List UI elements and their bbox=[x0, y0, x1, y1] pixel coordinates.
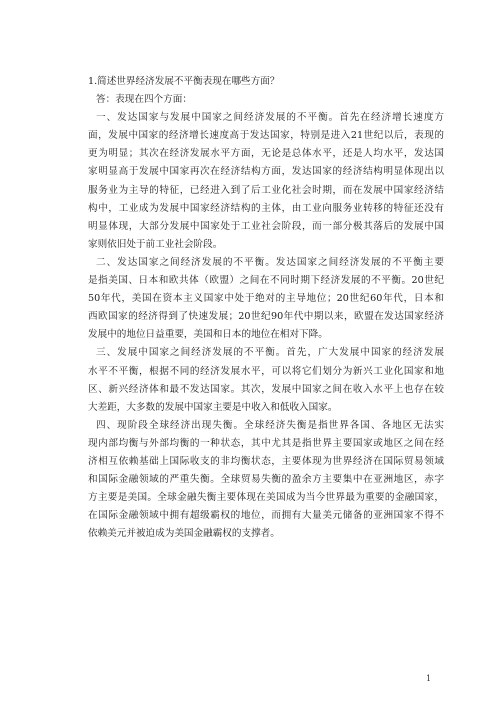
paragraph-line: 区、新兴经济体和最不发达国家。其次，发展中国家之间在收入水平上也存在较 bbox=[88, 383, 444, 395]
page-number: 1 bbox=[426, 674, 432, 683]
paragraph-line: 构中，工业成为发展中国家经济结构的主体，由工业向服务业转移的特征还没有 bbox=[88, 202, 444, 214]
question-title: 1.简述世界经济发展不平衡表现在哪些方面？ bbox=[88, 76, 280, 87]
paragraph-line: 服务业为主导的特征，已经进入到了后工业化社会时期，而在发展中国家经济结 bbox=[88, 184, 444, 196]
paragraph-line: 在国际金融领域中拥有超级霸权的地位，而拥有大量美元储备的亚洲国家不得不 bbox=[88, 510, 444, 522]
paragraph-line: 二、发达国家之间经济发展的不平衡。发达国家之间经济发展的不平衡主要 bbox=[96, 256, 444, 268]
paragraph-line: 三、发展中国家之间经济发展的不平衡。首先，广大发展中国家的经济发展 bbox=[96, 347, 444, 359]
paragraph-line: 济相互依赖基础上国际收支的非均衡状态，主要体现为世界经济在国际贸易领域 bbox=[88, 455, 444, 467]
paragraph-line: 现内部均衡与外部均衡的一种状态，其中尤其是指世界主要国家或地区之间在经 bbox=[88, 437, 444, 449]
paragraph-line: 50年代，美国在资本主义国家中处于绝对的主导地位；20世纪60年代，日本和 bbox=[88, 293, 444, 305]
paragraph-line: 明显体现，大部分发展中国家处于工业社会阶段，而一部分极其落后的发展中国 bbox=[88, 220, 444, 232]
answer-intro: 答：表现在四个方面： bbox=[96, 94, 192, 106]
paragraph-line: 水平不平衡，根据不同的经济发展水平，可以将它们划分为新兴工业化国家和地 bbox=[88, 365, 444, 377]
paragraph-line: 四、现阶段全球经济出现失衡。全球经济失衡是指世界各国、各地区无法实 bbox=[96, 419, 444, 431]
paragraph-line: 面，发展中国家的经济增长速度高于发达国家，特别是进入21世纪以后，表现的 bbox=[88, 130, 444, 142]
paragraph-line: 家明显高于发展中国家再次在经济结构方面，发达国家的经济结构明显体现出以 bbox=[88, 166, 444, 178]
paragraph-line: 家则依旧处于前工业社会阶段。 bbox=[88, 238, 223, 250]
paragraph-line: 发展中的地位日益重要，美国和日本的地位在相对下降。 bbox=[88, 329, 328, 341]
paragraph-line: 一、发达国家与发展中国家之间经济发展的不平衡。首先在经济增长速度方 bbox=[96, 112, 444, 124]
paragraph-line: 更为明显；其次在经济发展水平方面，无论是总体水平，还是人均水平，发达国 bbox=[88, 148, 444, 160]
paragraph-line: 西欧国家的经济得到了快速发展；20世纪90年代中期以来，欧盟在发达国家经济 bbox=[88, 311, 444, 323]
paragraph-line: 是指美国、日本和欧共体（欧盟）之间在不同时期下经济发展的不平衡。20世纪 bbox=[88, 275, 444, 287]
paragraph-line: 和国际金融领域的严重失衡。全球贸易失衡的盈余方主要集中在亚洲地区，赤字 bbox=[88, 474, 444, 486]
document-body bbox=[88, 73, 444, 543]
paragraph-line: 大差距，大多数的发展中国家主要是中收入和低收入国家。 bbox=[88, 401, 338, 413]
paragraph-line: 依赖美元并被迫成为美国金融霸权的支撑者。 bbox=[88, 528, 280, 540]
paragraph-line: 方主要是美国。全球金融失衡主要体现在美国成为当今世界最为重要的金融国家， bbox=[88, 492, 444, 504]
